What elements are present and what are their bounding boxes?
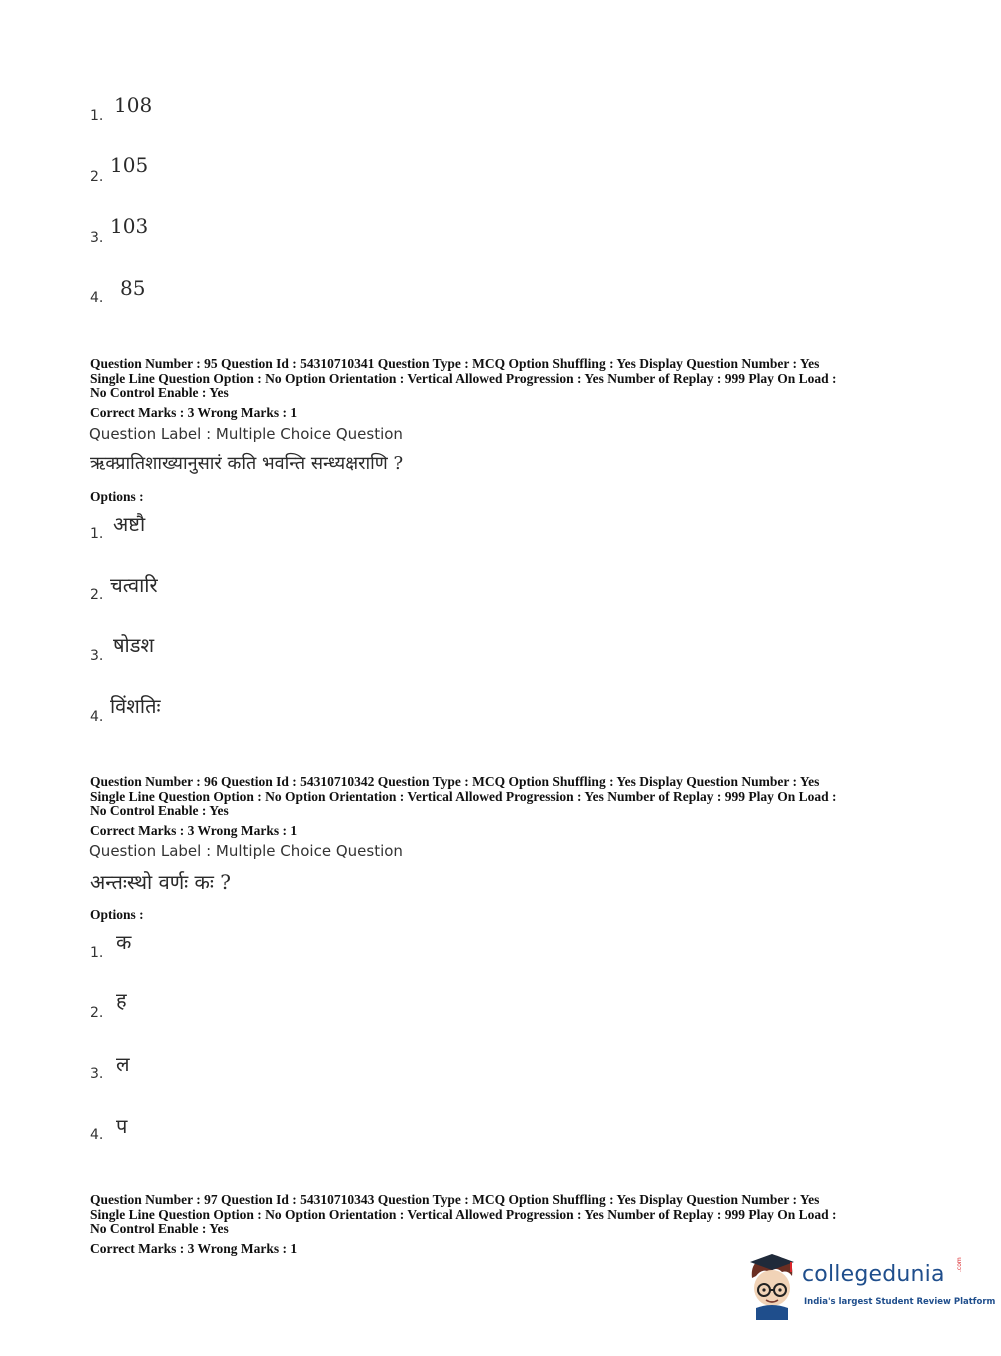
meta-line: Single Line Question Option : No Option Orientation : Vertical Allowed Progression : Yes Number of Replay : 999 Play On Load :	[90, 1206, 837, 1222]
logo-wordmark: collegedunia	[802, 1262, 945, 1287]
option-value: 108	[114, 93, 153, 117]
option-value: षोडश	[113, 633, 155, 657]
question-marks: Correct Marks : 3 Wrong Marks : 1	[90, 405, 298, 420]
question-marks: Correct Marks : 3 Wrong Marks : 1	[90, 823, 298, 838]
meta-line: Question Number : 96 Question Id : 54310710342 Question Type : MCQ Option Shuffling : Yes Display Question Number : Yes	[90, 774, 820, 789]
option-number: 2.	[90, 1005, 104, 1021]
option-number: 3.	[90, 1066, 104, 1082]
option-number: 1.	[90, 945, 104, 961]
option-number: 3.	[90, 648, 104, 664]
option-number: 3.	[90, 230, 104, 246]
meta-line: No Control Enable : Yes	[90, 385, 229, 400]
meta-line: Question Number : 97 Question Id : 54310710343 Question Type : MCQ Option Shuffling : Yes Display Question Number : Yes	[90, 1192, 820, 1207]
option-number: 2.	[90, 587, 104, 603]
question-label: Question Label : Multiple Choice Question	[89, 842, 403, 860]
options-heading: Options :	[90, 489, 144, 504]
option-value: ल	[116, 1052, 130, 1076]
option-value: 105	[110, 153, 149, 177]
question-text: अन्तःस्थो वर्णः कः ?	[90, 870, 232, 894]
question-marks: Correct Marks : 3 Wrong Marks : 1	[90, 1241, 298, 1256]
option-number: 1.	[90, 108, 104, 124]
option-value: ह	[116, 988, 127, 1012]
option-value: 103	[110, 214, 149, 238]
question-meta	[90, 775, 920, 819]
meta-line: No Control Enable : Yes	[90, 1221, 229, 1236]
logo-suffix: .com	[956, 1257, 963, 1272]
meta-line: Question Number : 95 Question Id : 54310710341 Question Type : MCQ Option Shuffling : Yes Display Question Number : Yes	[90, 356, 820, 371]
question-meta	[90, 357, 920, 401]
meta-line: No Control Enable : Yes	[90, 803, 229, 818]
logo-tagline: India's largest Student Review Platform	[804, 1297, 996, 1307]
question-text: ऋक्प्रातिशाख्यानुसारं कति भवन्ति सन्ध्यक्षराणि ?	[90, 453, 404, 474]
option-number: 4.	[90, 1127, 104, 1143]
option-value: अष्टौ	[113, 512, 146, 536]
options-heading: Options :	[90, 907, 144, 922]
option-number: 1.	[90, 526, 104, 542]
option-value: चत्वारि	[110, 573, 158, 597]
option-value: क	[116, 930, 132, 954]
collegedunia-logo[interactable]	[742, 1250, 996, 1320]
meta-line: Single Line Question Option : No Option Orientation : Vertical Allowed Progression : Yes Number of Replay : 999 Play On Load :	[90, 370, 837, 386]
option-value: प	[116, 1114, 128, 1138]
option-value: 85	[120, 276, 146, 300]
option-value: विंशतिः	[110, 694, 161, 718]
option-number: 4.	[90, 290, 104, 306]
question-meta	[90, 1193, 920, 1237]
question-label: Question Label : Multiple Choice Question	[89, 425, 403, 443]
option-number: 4.	[90, 709, 104, 725]
mascot-icon	[742, 1250, 802, 1320]
meta-line: Single Line Question Option : No Option Orientation : Vertical Allowed Progression : Yes Number of Replay : 999 Play On Load :	[90, 788, 837, 804]
option-number: 2.	[90, 169, 104, 185]
